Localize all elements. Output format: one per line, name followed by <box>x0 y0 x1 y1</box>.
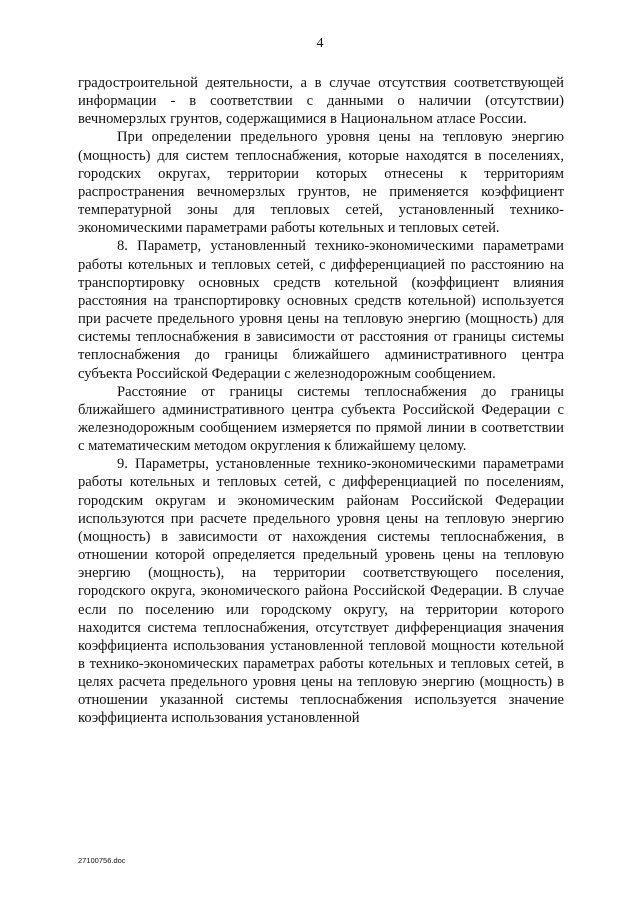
body-text <box>78 74 564 728</box>
paragraph-distance-measurement: Расстояние от границы системы теплоснабжения до границы ближайшего административного центра субъекта Российской Федерации с железнодорожным сообщением измеряется по прямой линии в соответствии с математическим методом округления к ближайшему целому. <box>78 383 564 455</box>
paragraph-heat-price-permafrost: При определении предельного уровня цены на тепловую энергию (мощность) для систем теплоснабжения, которые находятся в поселениях, городских округах, территории которых отнесены к территориям распространения вечномерзлых грунтов, не применяется коэффициент температурной зоны для тепловых сетей, установленный технико-экономическими параметрами работы котельных и тепловых сетей. <box>78 129 564 237</box>
paragraph-item-9: 9. Параметры, установленные технико-экономическими параметрами работы котельных и тепловых сетей, с дифференциацией по поселениям, городским округам и экономическим районам Российской Федерации используются при расчете предельного уровня цены на тепловую энергию (мощность) в зависимости от нахождения системы теплоснабжения, в отношении которой определяется предельный уровень цены на тепловую энергию (мощность), на территории соответствующего поселения, городского округа, экономического района Российской Федерации. В случае если по поселению или городскому округу, на территории которого находится система теплоснабжения, отсутствует дифференциация значения коэффициента использования установленной тепловой мощности котельной в технико-экономических параметрах работы котельных и тепловых сетей, в целях расчета предельного уровня цены на тепловую энергию (мощность) в отношении указанной системы теплоснабжения используется значение коэффициента использования установленной <box>78 456 564 727</box>
paragraph-continuation: градостроительной деятельности, а в случае отсутствия соответствующей информации - в соответствии с данными о наличии (отсутствии) вечномерзлых грунтов, содержащимися в Национальном атласе России. <box>78 75 564 128</box>
footer-filename: 27100756.doc <box>78 856 126 865</box>
page-number: 4 <box>316 36 324 51</box>
paragraph-item-8: 8. Параметр, установленный технико-экономическими параметрами работы котельных и тепловых сетей, с дифференциацией по расстоянию на транспортировку основных средств котельной (коэффициент влияния расстояния на транспортировку основных средств котельной) используется при расчете предельного уровня цены на тепловую энергию (мощность) для системы теплоснабжения в зависимости от расстояния от границы системы теплоснабжения до границы ближайшего административного центра субъекта Российской Федерации с железнодорожным сообщением. <box>78 238 564 382</box>
